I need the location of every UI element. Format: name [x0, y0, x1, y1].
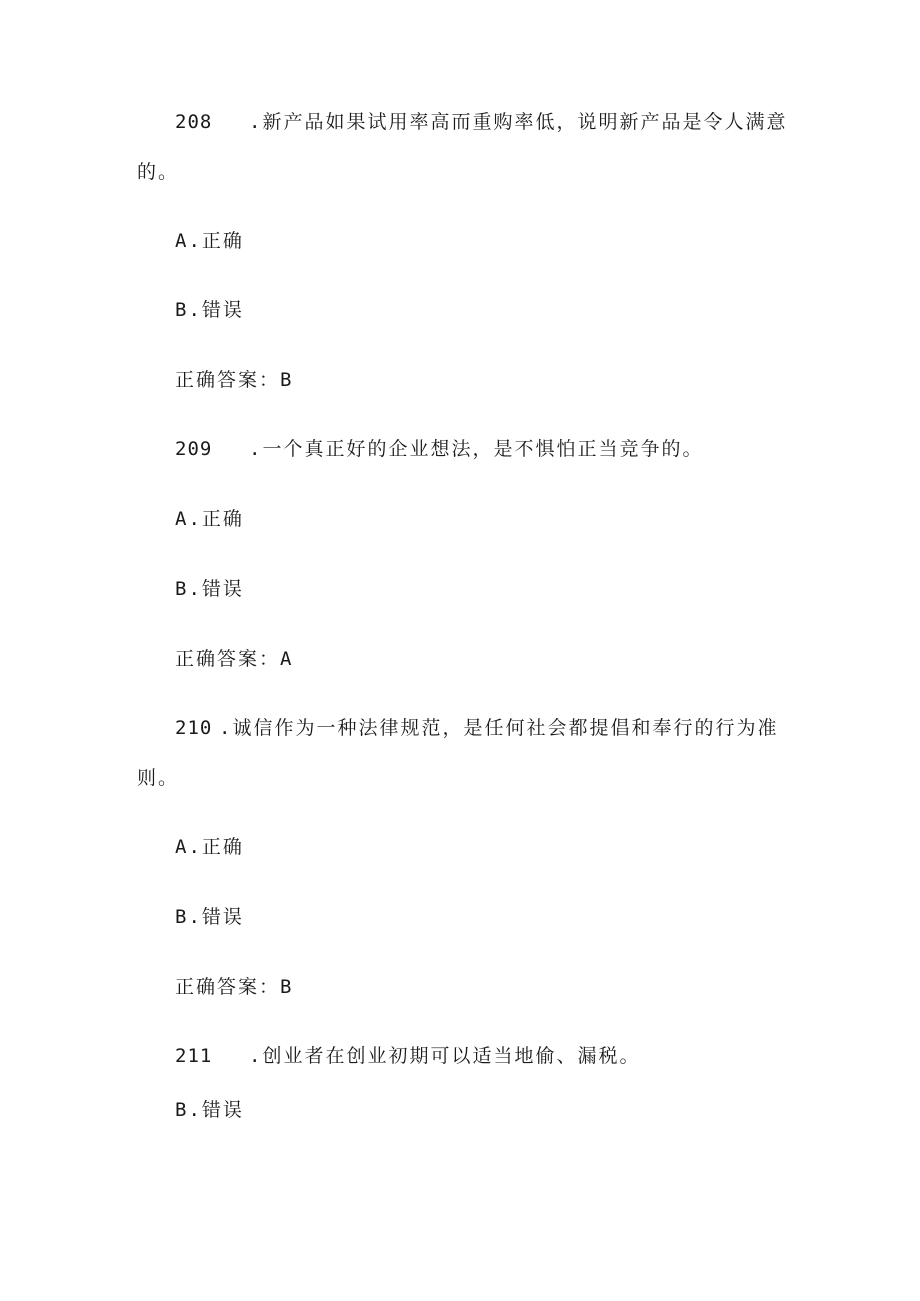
question-208-answer: 正确答案：B	[175, 369, 294, 391]
question-208-line1	[175, 110, 787, 134]
question-number: 211	[175, 1045, 213, 1067]
question-210-option-a: A.正确	[175, 836, 244, 858]
question-209-option-a: A.正确	[175, 508, 244, 530]
question-209-line1	[175, 437, 703, 461]
question-210-answer: 正确答案：B	[175, 976, 294, 998]
question-210-line2: 则。	[137, 767, 180, 789]
question-211-option-b: B.错误	[175, 1099, 244, 1121]
question-210-line1	[175, 716, 778, 740]
question-209-answer: 正确答案：A	[175, 648, 294, 670]
question-208-line2: 的。	[137, 161, 180, 183]
question-text: .创业者在创业初期可以适当地偷、漏税。	[249, 1045, 641, 1067]
question-text: .一个真正好的企业想法，是不惧怕正当竞争的。	[249, 438, 704, 460]
question-209-option-b: B.错误	[175, 578, 244, 600]
question-text: .诚信作为一种法律规范，是任何社会都提倡和奉行的行为准	[219, 717, 779, 739]
question-208-option-a: A.正确	[175, 230, 244, 252]
question-210-option-b: B.错误	[175, 906, 244, 928]
question-211-line1	[175, 1044, 640, 1068]
question-208-option-b: B.错误	[175, 299, 244, 321]
question-number: 210	[175, 717, 213, 739]
question-text: .新产品如果试用率高而重购率低，说明新产品是令人满意	[249, 111, 788, 133]
question-number: 208	[175, 111, 213, 133]
question-number: 209	[175, 438, 213, 460]
